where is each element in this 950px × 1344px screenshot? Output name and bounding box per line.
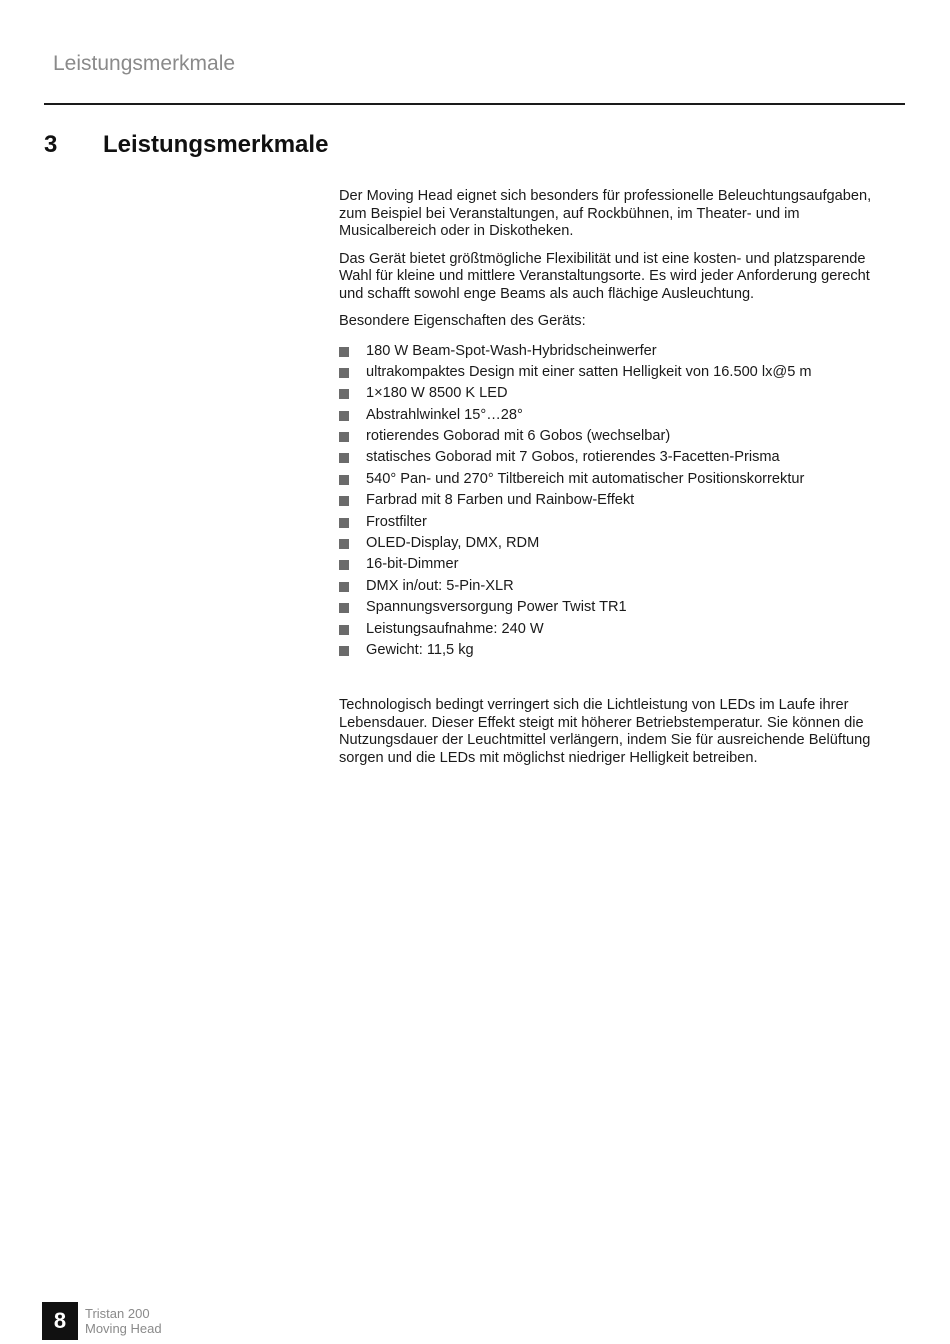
feature-text: Gewicht: 11,5 kg xyxy=(366,641,474,658)
feature-item xyxy=(339,426,894,447)
feature-text: Farbrad mit 8 Farben und Rainbow-Effekt xyxy=(366,492,635,509)
feature-item xyxy=(339,447,894,468)
feature-item xyxy=(339,597,894,618)
square-bullet-icon xyxy=(339,389,349,399)
feature-text: statisches Goborad mit 7 Gobos, rotierendes 3-Facetten-Prisma xyxy=(366,449,780,466)
square-bullet-icon xyxy=(339,368,349,378)
feature-list xyxy=(339,341,894,662)
feature-text: DMX in/out: 5-Pin-XLR xyxy=(366,577,514,594)
main-content xyxy=(339,188,894,777)
led-lifetime-note: Technologisch bedingt verringert sich die Lichtleistung von LEDs im Laufe ihrer Lebensdauer. Dieser Effekt steigt mit höherer Betriebstemperatur. Sie können die Nutzungsdauer der Leuchtmittel verlängern, indem Sie für ausreichende Belüftung sorgen und die LEDs mit möglichst niedriger Helligkeit betreiben. xyxy=(339,697,871,766)
square-bullet-icon xyxy=(339,518,349,528)
feature-item xyxy=(339,490,894,511)
feature-item xyxy=(339,405,894,426)
intro-paragraph: Der Moving Head eignet sich besonders für professionelle Beleuchtungsaufgaben, zum Beispiel bei Veranstaltungen, auf Rockbühnen, im Theater- und im Musicalbereich oder in Diskotheken. xyxy=(339,188,872,239)
feature-text: Frostfilter xyxy=(366,513,427,530)
feature-text: rotierendes Goborad mit 6 Gobos (wechselbar) xyxy=(366,428,671,445)
feature-text: Leistungsaufnahme: 240 W xyxy=(366,620,544,637)
square-bullet-icon xyxy=(339,646,349,656)
square-bullet-icon xyxy=(339,603,349,613)
footer-product-info xyxy=(85,1306,162,1336)
square-bullet-icon xyxy=(339,453,349,463)
header-rule xyxy=(44,103,905,105)
feature-item xyxy=(339,640,894,661)
square-bullet-icon xyxy=(339,411,349,421)
square-bullet-icon xyxy=(339,582,349,592)
flexibility-paragraph: Das Gerät bietet größtmögliche Flexibilität und ist eine kosten- und platzsparende Wahl für kleine und mittlere Veranstaltungsorte. Es wird jeder Anforderung gerecht und schafft sowohl enge Beams als auch flächige Ausleuchtung. xyxy=(339,250,870,302)
square-bullet-icon xyxy=(339,475,349,485)
feature-text: Spannungsversorgung Power Twist TR1 xyxy=(366,599,627,616)
square-bullet-icon xyxy=(339,625,349,635)
square-bullet-icon xyxy=(339,347,349,357)
feature-item xyxy=(339,341,894,362)
feature-text: 540° Pan- und 270° Tiltbereich mit automatischer Positionskorrektur xyxy=(366,470,805,487)
feature-text: Abstrahlwinkel 15°…28° xyxy=(366,406,523,423)
feature-item xyxy=(339,554,894,575)
features-intro: Besondere Eigenschaften des Geräts: xyxy=(339,313,586,329)
footer-product-type: Moving Head xyxy=(85,1321,162,1336)
square-bullet-icon xyxy=(339,432,349,442)
feature-text: OLED-Display, DMX, RDM xyxy=(366,535,540,552)
square-bullet-icon xyxy=(339,496,349,506)
feature-text: 180 W Beam-Spot-Wash-Hybridscheinwerfer xyxy=(366,342,657,359)
running-header: Leistungsmerkmale xyxy=(53,52,236,75)
chapter-number: 3 xyxy=(44,131,58,158)
feature-item xyxy=(339,469,894,490)
page-number: 8 xyxy=(42,1302,78,1340)
feature-item xyxy=(339,512,894,533)
square-bullet-icon xyxy=(339,539,349,549)
feature-text: 16-bit-Dimmer xyxy=(366,556,459,573)
footer-product-name: Tristan 200 xyxy=(85,1306,150,1321)
feature-item xyxy=(339,362,894,383)
feature-text: 1×180 W 8500 K LED xyxy=(366,385,508,402)
feature-item xyxy=(339,619,894,640)
feature-text: ultrakompaktes Design mit einer satten Helligkeit von 16.500 lx@5 m xyxy=(366,363,812,380)
feature-item xyxy=(339,576,894,597)
feature-item xyxy=(339,533,894,554)
feature-item xyxy=(339,383,894,404)
square-bullet-icon xyxy=(339,560,349,570)
chapter-title: Leistungsmerkmale xyxy=(103,131,329,158)
